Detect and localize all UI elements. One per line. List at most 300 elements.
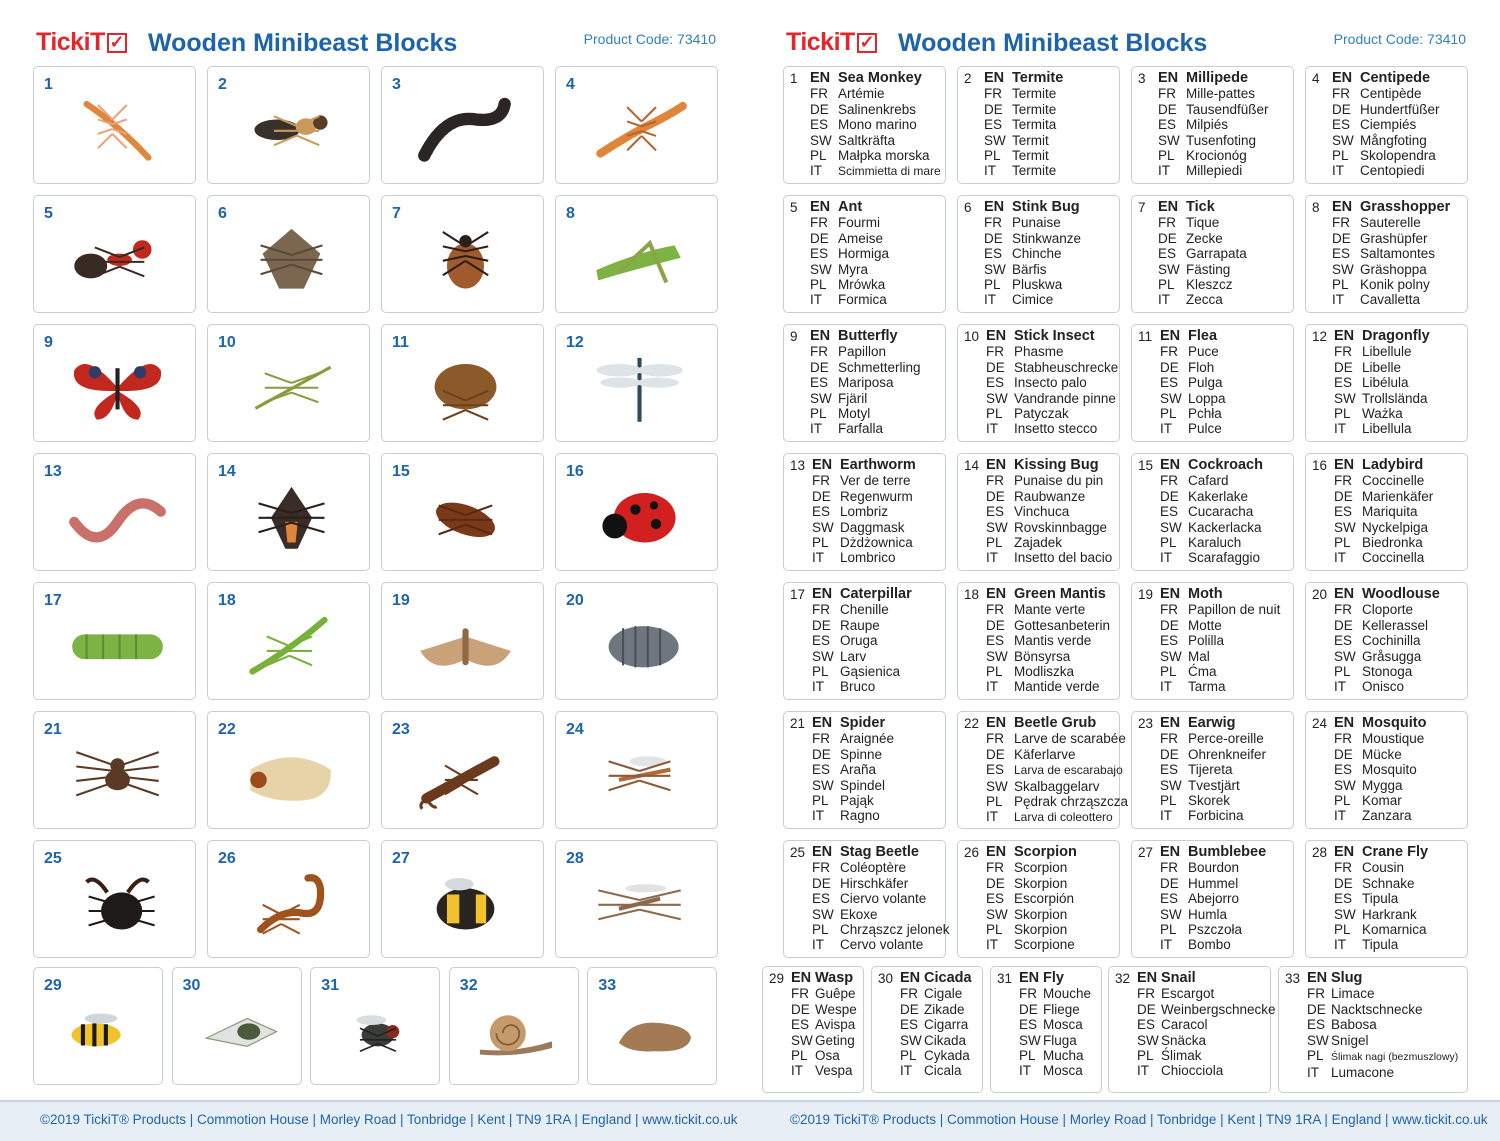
language-code: PL [1332, 148, 1349, 164]
language-code: DE [1019, 1001, 1038, 1017]
translation-list [1332, 71, 1465, 179]
translation-row [812, 618, 943, 633]
picture-card [33, 195, 196, 313]
translation-row [1334, 907, 1465, 922]
translation-row [1019, 971, 1099, 986]
translation-row [1160, 649, 1291, 664]
picture-card [207, 195, 370, 313]
translation-word: Stink Bug [1012, 199, 1080, 215]
translation-word: Moth [1188, 586, 1223, 602]
names-number: 33 [1285, 971, 1301, 986]
translation-row [1160, 922, 1291, 937]
product-code: Product Code: 73410 [583, 31, 716, 47]
translation-word: Insetto del bacio [1014, 550, 1113, 566]
translation-row [1334, 716, 1465, 731]
translation-word: Babosa [1331, 1017, 1377, 1033]
translation-word: Zecke [1186, 230, 1223, 246]
language-code: PL [1158, 277, 1175, 293]
translation-word: Regenwurm [840, 488, 913, 504]
picture-card [207, 66, 370, 184]
translation-row [812, 550, 943, 565]
translation-word: Kissing Bug [1014, 457, 1099, 473]
language-code: SW [1332, 132, 1354, 148]
language-code: EN [1160, 715, 1181, 731]
language-code: DE [1160, 875, 1179, 891]
translation-word: Caracol [1161, 1017, 1208, 1033]
translation-row [984, 163, 1117, 178]
translation-word: Pszczoła [1188, 922, 1243, 938]
translation-row [900, 1017, 980, 1032]
centipede-icon [588, 88, 691, 172]
language-code: SW [791, 1032, 813, 1048]
translation-row [812, 793, 943, 808]
names-card [1131, 195, 1294, 313]
translation-row [1160, 907, 1291, 922]
picture-card [33, 582, 196, 700]
translation-row [1334, 421, 1465, 436]
translation-row [986, 535, 1117, 550]
picture-number: 25 [44, 850, 62, 867]
language-code: SW [810, 390, 832, 406]
translation-word: Spinne [840, 746, 883, 762]
translation-word: Termite [1012, 70, 1064, 86]
names-number: 24 [1312, 716, 1328, 731]
translation-word: Fjäril [838, 390, 868, 406]
language-code: SW [986, 778, 1008, 794]
language-code: SW [812, 648, 834, 664]
language-code: ES [812, 504, 831, 520]
language-code: SW [1158, 261, 1180, 277]
translation-word: Coléoptère [840, 860, 907, 876]
names-card [1131, 453, 1294, 571]
translation-word: Snail [1161, 970, 1196, 986]
picture-card [587, 967, 717, 1085]
translation-word: Kackerlacka [1188, 519, 1262, 535]
language-code: PL [986, 664, 1003, 680]
translation-list [1160, 716, 1291, 824]
translation-word: Hormiga [838, 246, 890, 262]
translation-list [1019, 971, 1099, 1079]
translation-row [810, 133, 943, 148]
names-number: 28 [1312, 845, 1328, 860]
translation-word: Ragno [840, 808, 880, 824]
translation-word: Nacktschnecke [1331, 1001, 1423, 1017]
translation-word: Fly [1043, 970, 1064, 986]
translation-list [986, 458, 1117, 566]
wasp-icon [60, 989, 142, 1073]
picture-number: 33 [598, 977, 617, 994]
language-code: SW [1334, 906, 1356, 922]
translation-word: Karaluch [1188, 535, 1242, 551]
translation-row [1137, 986, 1268, 1001]
translation-row [812, 860, 943, 875]
translation-row [1137, 1033, 1268, 1048]
language-code: FR [812, 860, 830, 876]
translation-word: Ameise [838, 230, 884, 246]
language-code: IT [986, 809, 998, 825]
translation-word: Mosca [1043, 1017, 1083, 1033]
translation-row [810, 421, 943, 436]
translation-word: Mücke [1362, 746, 1402, 762]
translation-word: Małpka morska [838, 148, 930, 164]
checkmark-icon: ✓ [107, 33, 127, 53]
translation-word: Pchła [1188, 406, 1222, 422]
translation-row [1334, 845, 1465, 860]
language-code: DE [1332, 230, 1351, 246]
translation-word: Ekoxe [840, 906, 878, 922]
translation-word: Lumacone [1331, 1065, 1395, 1081]
language-code: DE [984, 101, 1003, 117]
picture-number: 18 [218, 592, 236, 609]
translation-word: Mrówka [838, 277, 886, 293]
translation-word: Green Mantis [1014, 586, 1106, 602]
translation-list [812, 844, 950, 953]
page-header [36, 28, 726, 60]
translation-word: Chrząszcz jelonek [840, 922, 950, 938]
language-code: IT [984, 292, 996, 308]
language-code: EN [1019, 970, 1040, 986]
translation-row [986, 779, 1117, 794]
picture-card [207, 582, 370, 700]
language-code: IT [810, 163, 822, 179]
kissing-bug-icon [240, 475, 343, 559]
translation-row [1334, 520, 1465, 535]
translation-row [1334, 860, 1465, 875]
language-code: DE [1334, 359, 1353, 375]
translation-word: Mosca [1043, 1063, 1083, 1079]
translation-row [986, 922, 1117, 937]
language-code: DE [984, 230, 1003, 246]
translation-word: Chenille [840, 602, 889, 618]
language-code: PL [1160, 535, 1177, 551]
translation-row [1160, 716, 1291, 731]
translation-row [791, 1017, 861, 1032]
translation-list [812, 458, 943, 566]
termite-icon [240, 88, 343, 172]
translation-word: Moustique [1362, 731, 1425, 747]
translation-word: Gräshoppa [1360, 261, 1427, 277]
translation-row [1160, 406, 1291, 421]
language-code: FR [1334, 731, 1352, 747]
translation-row [810, 360, 943, 375]
ladybird-icon [588, 475, 691, 559]
translation-word: Onisco [1362, 679, 1405, 695]
language-code: FR [1019, 986, 1037, 1002]
translation-row [812, 762, 943, 777]
translation-row [1332, 292, 1465, 307]
language-code: IT [1160, 550, 1172, 566]
translation-word: Grasshopper [1360, 199, 1451, 215]
picture-card [381, 582, 544, 700]
names-page [750, 0, 1500, 1100]
names-card [957, 840, 1120, 958]
names-number: 26 [964, 845, 980, 860]
translation-word: Scimmietta di mare [838, 164, 941, 179]
translation-row [1160, 845, 1291, 860]
language-code: FR [1334, 344, 1352, 360]
language-code: DE [1158, 230, 1177, 246]
translation-word: Saltamontes [1360, 246, 1436, 262]
language-code: SW [810, 132, 832, 148]
picture-card [207, 711, 370, 829]
translation-word: Floh [1188, 359, 1215, 375]
language-code: EN [1332, 199, 1353, 215]
translation-row [900, 1063, 980, 1078]
translation-word: Cochinilla [1362, 633, 1421, 649]
translation-word: Pędrak chrząszcza [1014, 794, 1129, 810]
translation-word: Dragonfly [1362, 328, 1430, 344]
translation-word: Termite [1012, 101, 1057, 117]
footer [0, 1100, 1500, 1141]
product-code: Product Code: 73410 [1333, 31, 1466, 47]
translation-word: Zajadek [1014, 535, 1063, 551]
translation-word: Komar [1362, 793, 1402, 809]
tickit-logo: TickiT ✓ [36, 28, 127, 57]
names-number: 9 [790, 329, 798, 344]
language-code: IT [986, 679, 998, 695]
language-code: PL [810, 277, 827, 293]
translation-row [812, 876, 943, 891]
translation-row [1158, 231, 1291, 246]
translation-row [1334, 329, 1465, 344]
names-card [1131, 711, 1294, 829]
names-number: 15 [1138, 458, 1154, 473]
translation-row [1307, 1048, 1465, 1065]
names-card [1131, 324, 1294, 442]
translation-word: Puce [1188, 344, 1219, 360]
translation-row [1307, 1065, 1465, 1080]
translation-row [1160, 679, 1291, 694]
language-code: ES [1334, 633, 1353, 649]
translation-row [810, 86, 943, 101]
language-code: IT [986, 421, 998, 437]
names-card [1131, 840, 1294, 958]
language-code: EN [1334, 586, 1355, 602]
names-number: 2 [964, 71, 972, 86]
translation-list [791, 971, 861, 1079]
translation-row [812, 649, 943, 664]
translation-word: Cucaracha [1188, 504, 1254, 520]
language-code: FR [1334, 602, 1352, 618]
language-code: ES [1160, 375, 1179, 391]
language-code: FR [984, 86, 1002, 102]
translation-row [1334, 473, 1465, 488]
language-code: ES [1158, 117, 1177, 133]
picture-page [0, 0, 750, 1100]
picture-number: 11 [392, 334, 409, 351]
translation-row [1334, 762, 1465, 777]
translation-list [1334, 458, 1465, 566]
language-code: EN [810, 70, 831, 86]
language-code: FR [1160, 731, 1178, 747]
language-code: DE [812, 746, 831, 762]
translation-row [810, 200, 943, 215]
language-code: DE [1334, 746, 1353, 762]
names-number: 21 [790, 716, 806, 731]
picture-number: 29 [44, 977, 62, 994]
translation-row [810, 292, 943, 307]
translation-row [986, 907, 1117, 922]
translation-row [986, 716, 1117, 731]
translation-word: Spider [840, 715, 886, 731]
translation-word: Gąsienica [840, 664, 901, 680]
translation-row [1307, 1017, 1465, 1032]
translation-word: Artémie [838, 86, 885, 102]
translation-row [1160, 458, 1291, 473]
translation-list [1334, 716, 1465, 824]
translation-row [1158, 292, 1291, 307]
translation-word: Termit [1012, 148, 1049, 164]
translation-row [812, 535, 943, 550]
language-code: PL [1334, 793, 1351, 809]
translation-word: Scorpion [1014, 860, 1068, 876]
translation-row [900, 1048, 980, 1063]
translation-word: Scarafaggio [1188, 550, 1261, 566]
language-code: IT [1160, 937, 1172, 953]
names-card [783, 324, 946, 442]
translation-word: Gottesanbeterin [1014, 617, 1111, 633]
translation-row [1160, 329, 1291, 344]
language-code: EN [1158, 70, 1179, 86]
translation-word: Beetle Grub [1014, 715, 1097, 731]
translation-word: Daggmask [840, 519, 905, 535]
language-code: IT [810, 421, 822, 437]
translation-word: Krocionóg [1186, 148, 1247, 164]
picture-number: 6 [218, 205, 227, 222]
names-number: 29 [769, 971, 785, 986]
language-code: EN [812, 715, 833, 731]
translation-word: Punaise du pin [1014, 473, 1104, 489]
translation-word: Skolopendra [1360, 148, 1436, 164]
language-code: PL [1334, 535, 1351, 551]
translation-list [810, 200, 943, 308]
translation-word: Termite [1012, 86, 1057, 102]
language-code: EN [1137, 970, 1158, 986]
translation-row [900, 1002, 980, 1017]
translation-word: Zikade [924, 1001, 965, 1017]
names-card [762, 966, 864, 1093]
translation-word: Ważka [1362, 406, 1403, 422]
language-code: PL [986, 535, 1003, 551]
names-card [957, 453, 1120, 571]
translation-word: Geting [815, 1032, 855, 1048]
translation-word: Earthworm [840, 457, 916, 473]
language-code: EN [984, 70, 1005, 86]
language-code: FR [900, 986, 918, 1002]
language-code: ES [810, 375, 829, 391]
translation-row [986, 587, 1117, 602]
picture-card [33, 967, 163, 1085]
language-code: IT [812, 937, 824, 953]
language-code: FR [986, 473, 1004, 489]
translation-row [1332, 148, 1465, 163]
names-card [1305, 66, 1468, 184]
language-code: PL [1307, 1048, 1324, 1064]
translation-word: Skalbaggelarv [1014, 778, 1100, 794]
translation-word: Trollslända [1362, 390, 1428, 406]
translation-row [1160, 489, 1291, 504]
translation-word: Termita [1012, 117, 1057, 133]
translation-word: Araignée [840, 731, 895, 747]
translation-word: Hummel [1188, 875, 1239, 891]
language-code: IT [1334, 679, 1346, 695]
translation-row [1137, 1048, 1268, 1063]
cicada-icon [198, 989, 280, 1073]
names-number: 20 [1312, 587, 1328, 602]
language-code: DE [986, 617, 1005, 633]
picture-number: 10 [218, 334, 236, 351]
language-code: IT [812, 550, 824, 566]
names-card [1108, 966, 1276, 1093]
page-title: Wooden Minibeast Blocks [898, 29, 1208, 57]
language-code: ES [1334, 891, 1353, 907]
translation-row [1160, 762, 1291, 777]
language-code: IT [1334, 421, 1346, 437]
translation-list [986, 845, 1117, 953]
translation-row [984, 102, 1117, 117]
translation-word: Wespe [815, 1001, 857, 1017]
translation-word: Flea [1188, 328, 1218, 344]
translation-row [810, 344, 943, 359]
translation-word: Pająk [840, 793, 874, 809]
translation-word: Ślimak nagi (bezmuszlowy) [1331, 1051, 1459, 1064]
picture-number: 9 [44, 334, 53, 351]
translation-row [791, 986, 861, 1001]
translation-word: Biedronka [1362, 535, 1423, 551]
translation-row [1334, 679, 1465, 694]
picture-number: 31 [321, 977, 339, 994]
translation-row [1160, 344, 1291, 359]
translation-row [1160, 937, 1291, 952]
translation-row [986, 344, 1117, 359]
translation-row [1334, 535, 1465, 550]
translation-row [810, 163, 943, 179]
translation-row [1160, 602, 1291, 617]
tick-icon [414, 217, 517, 301]
translation-word: Tvestjärt [1188, 777, 1240, 793]
translation-row [1160, 618, 1291, 633]
translation-word: Pulga [1188, 375, 1223, 391]
translation-word: Mantide verde [1014, 679, 1100, 695]
language-code: FR [810, 344, 828, 360]
language-code: FR [1332, 215, 1350, 231]
translation-word: Butterfly [838, 328, 898, 344]
names-card [957, 711, 1129, 829]
translation-row [986, 458, 1117, 473]
translation-row [1160, 860, 1291, 875]
translation-word: Caterpillar [840, 586, 912, 602]
scorpion-icon [240, 862, 343, 946]
translation-word: Scorpion [1014, 844, 1077, 860]
translation-word: Cigale [924, 986, 963, 1002]
language-code: ES [1334, 504, 1353, 520]
language-code: EN [1160, 457, 1181, 473]
language-code: IT [1332, 292, 1344, 308]
names-number: 16 [1312, 458, 1328, 473]
translation-word: Chiocciola [1161, 1063, 1224, 1079]
language-code: EN [812, 844, 833, 860]
names-card [783, 582, 946, 700]
checkmark-icon: ✓ [857, 33, 877, 53]
translation-row [986, 489, 1117, 504]
translation-row [984, 246, 1117, 261]
translation-row [812, 891, 943, 906]
language-code: ES [1334, 375, 1353, 391]
picture-card [381, 840, 544, 958]
translation-row [1160, 391, 1291, 406]
translation-row [810, 71, 943, 86]
language-code: DE [986, 746, 1005, 762]
